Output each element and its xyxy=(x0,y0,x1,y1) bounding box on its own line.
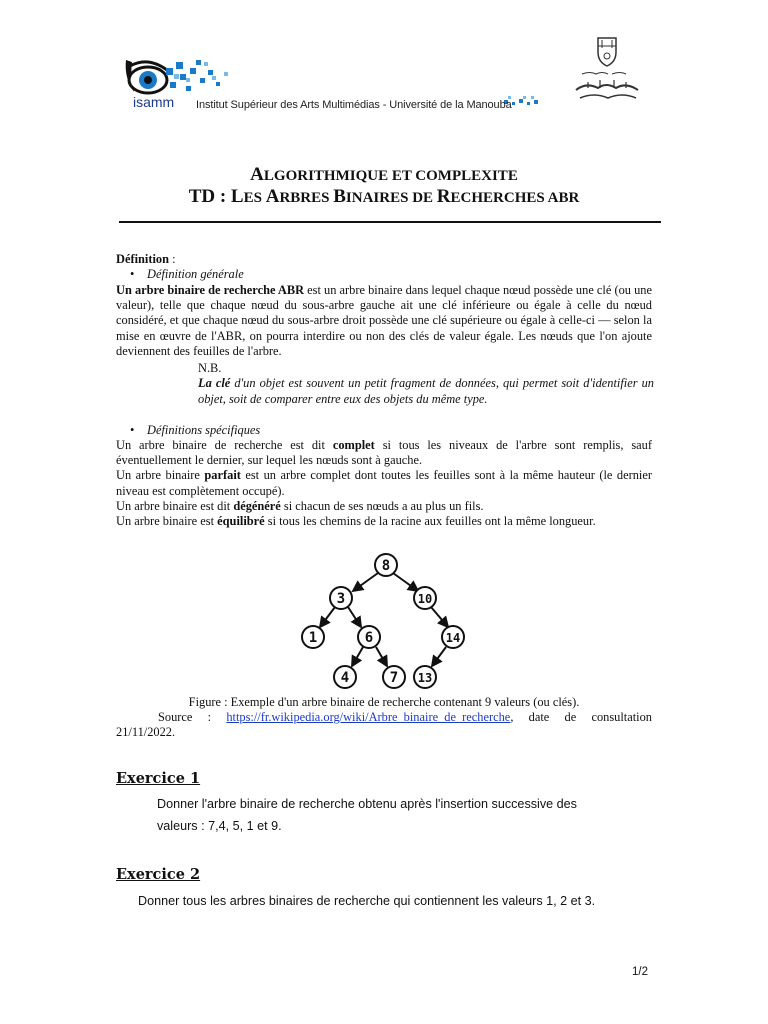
tree-node-label-3: 3 xyxy=(336,591,346,607)
ministry-emblem-icon xyxy=(568,34,648,106)
tree-node-label-7: 7 xyxy=(389,670,399,686)
exercise-2-title: Exercice 2 xyxy=(116,866,201,883)
general-definition-label: • Définition générale xyxy=(130,267,244,281)
tree-node-label-14: 14 xyxy=(445,631,461,645)
edge-10-14 xyxy=(431,607,448,627)
bullet-icon: • xyxy=(130,423,135,437)
specific-definitions-text xyxy=(116,438,652,529)
definition-heading: Définition : xyxy=(116,252,176,266)
tree-node-label-10: 10 xyxy=(417,592,433,606)
edge-6-4 xyxy=(352,647,363,666)
exercise-2-text: Donner tous les arbres binaires de recherche qui contiennent les valeurs 1, 2 et 3. xyxy=(138,894,596,908)
tree-node-label-8: 8 xyxy=(381,558,391,574)
specific-definitions-label: • Définitions spécifiques xyxy=(130,423,261,437)
exercise-1-text: Donner l'arbre binaire de recherche obtenu après l'insertion successive des valeurs : 7,4, 5, 1 et 9. xyxy=(157,797,577,833)
tree-node-label-6: 6 xyxy=(364,630,374,646)
tree-node-label-13: 13 xyxy=(417,671,433,685)
tree-node-label-4: 4 xyxy=(340,670,350,686)
spec-degenere: Un arbre binaire est dit dégénéré si chacun de ses nœuds a au plus un fils. xyxy=(116,498,484,513)
nb-text: La clé d'un objet est souvent un petit fragment de données, qui permet soit d'identifier un objet, soit de comparer entre eux des objets du même type. xyxy=(198,376,654,406)
spec-parfait: Un arbre binaire parfait est un arbre complet dont toutes les feuilles sont à la même hauteur (le dernier niveau est complètement occupé). xyxy=(116,468,652,498)
institute-name: Institut Supérieur des Arts Multimédias - Université de la Manouba xyxy=(196,99,512,111)
spec-equilibre: Un arbre binaire est équilibré si tous les chemins de la racine aux feuilles ont la même longueur. xyxy=(116,514,596,529)
exercise-1-title: Exercice 1 xyxy=(116,770,201,787)
bullet-icon: • xyxy=(130,267,135,281)
document-title: ALGORITHMIQUE ET COMPLEXITE xyxy=(250,164,518,185)
isamm-logo-word: isamm xyxy=(133,94,175,110)
page-number: 1/2 xyxy=(632,966,648,978)
figure-source: Source : https://fr.wikipedia.org/wiki/Arbre_binaire_de_recherche, date de consultation 21/11/2022. xyxy=(116,710,653,740)
general-definition-text: Un arbre binaire de recherche ABR est un arbre binaire dans lequel chaque nœud possède une clé (ou une valeur), telle que chaque nœud du sous-arbre gauche ait une clé inférieure ou égale à celle du nœud considéré, et que chaque nœud du sous-arbre droit possède une clé supérieure ou égale à celle-ci — selon la mise en œuvre de l'ABR, on pourra interdire ou non des clés de valeur égale. Les nœuds que l'on ajoute deviennent des feuilles de l'arbre. xyxy=(116,283,652,358)
figure-caption: Figure : Exemple d'un arbre binaire de recherche contenant 9 valeurs (ou clés). xyxy=(188,695,580,709)
edge-6-7 xyxy=(376,647,387,666)
edge-8-3 xyxy=(353,573,378,591)
bst-figure xyxy=(298,551,478,693)
edge-3-1 xyxy=(320,607,335,627)
edge-3-6 xyxy=(348,607,361,627)
document-subtitle: TD : LES ARBRES BINAIRES DE RECHERCHES ABR xyxy=(188,186,580,207)
edge-8-10 xyxy=(393,573,418,591)
tree-node-label-1: 1 xyxy=(308,630,318,646)
title-divider xyxy=(119,221,661,223)
nb-label: N.B. xyxy=(198,361,222,375)
source-link[interactable]: https://fr.wikipedia.org/wiki/Arbre_binaire_de_recherche xyxy=(226,710,511,724)
edge-14-13 xyxy=(432,647,446,666)
spec-complet: Un arbre binaire de recherche est dit complet si tous les niveaux de l'arbre sont remplis, sauf éventuellement le dernier, sur lequel les nœuds sont à gauche. xyxy=(116,438,652,468)
